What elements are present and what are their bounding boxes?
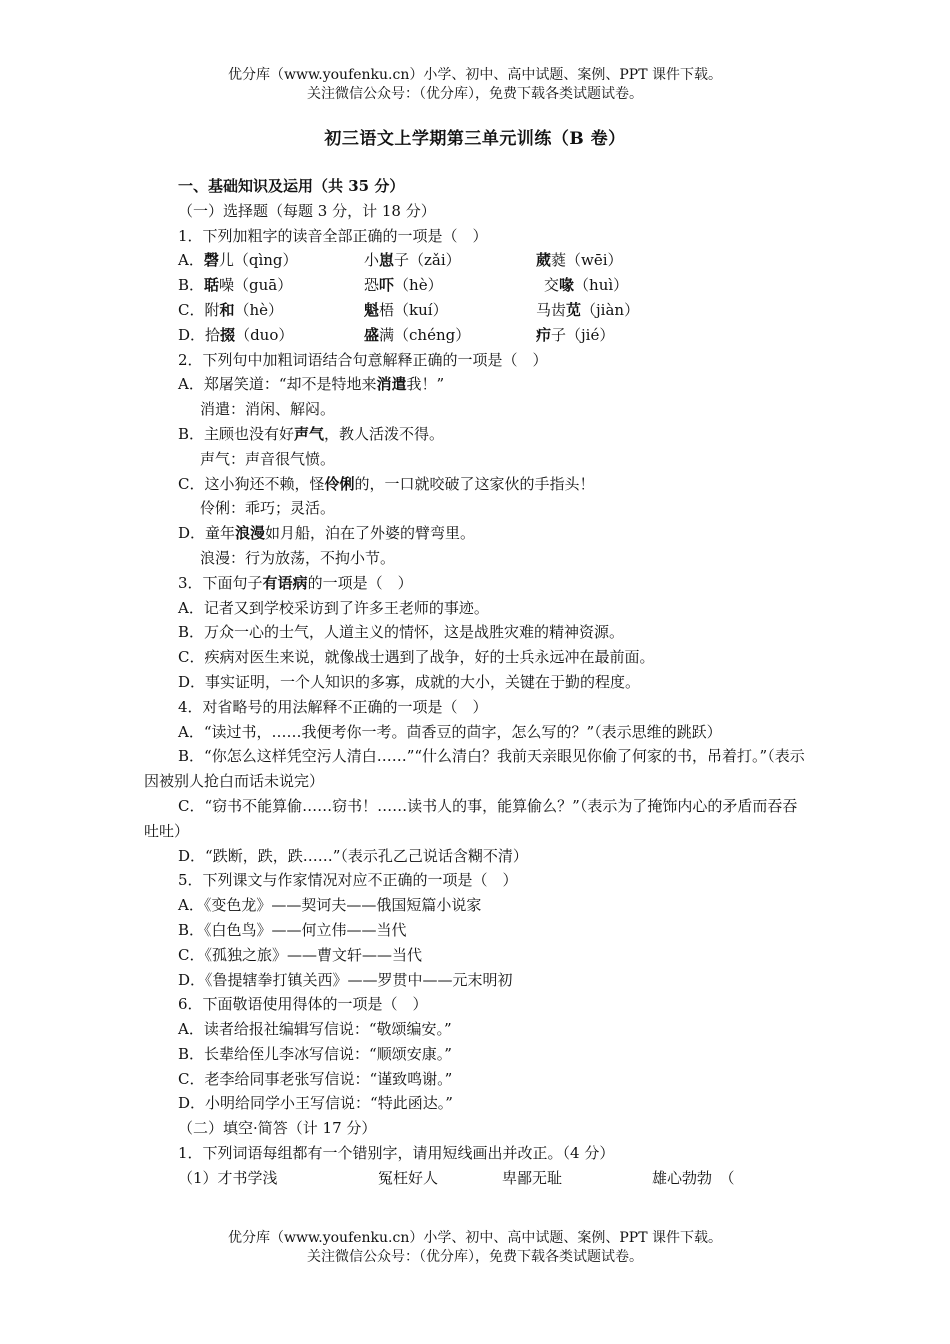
q6-option-a: A．读者给报社编辑写信说：“敬颂编安。”: [178, 1020, 452, 1039]
q2-option-b-explanation: 声气：声音很气愤。: [200, 449, 336, 468]
q3-option-a: A．记者又到学校采访到了许多王老师的事迹。: [178, 598, 489, 617]
q3-option-c: C．疾病对医生来说，就像战士遇到了战争，好的士兵永远冲在最前面。: [178, 648, 655, 667]
subsection-choice: （一）选择题（每题 3 分，计 18 分）: [178, 201, 436, 220]
q4-stem: 4．对省略号的用法解释不正确的一项是（ ）: [178, 697, 488, 716]
q2-option-a: A．郑屠笑道：“却不是特地来消遣我！”: [178, 375, 445, 394]
q2-option-c-explanation: 伶俐：乖巧；灵活。: [200, 499, 336, 518]
q6-option-d: D．小明给同学小王写信说：“特此函达。”: [178, 1094, 453, 1113]
q6-stem: 6．下面敬语使用得体的一项是（ ）: [178, 995, 428, 1014]
header-line-1: 优分库（www.youfenku.cn）小学、初中、高中试题、案例、PPT 课件下载。: [227, 67, 722, 83]
q1-option-d: D．拾掇（duo） 盛满（chéng） 疖子（jié）: [178, 325, 615, 344]
fill-q1-stem: 1．下列词语每组都有一个错别字，请用短线画出并改正。（4 分）: [178, 1144, 615, 1163]
q2-option-c: C．这小狗还不赖，怪伶俐的，一口就咬破了这家伙的手指头！: [178, 474, 595, 493]
q5-option-d: D．《鲁提辖拳打镇关西》——罗贯中——元末明初: [178, 970, 513, 989]
q5-option-a: A．《变色龙》——契诃夫——俄国短篇小说家: [178, 896, 482, 915]
footer-line-2: 关注微信公众号：（优分库），免费下载各类试题试卷。: [307, 1249, 643, 1265]
q1-stem: 1．下列加粗字的读音全部正确的一项是（ ）: [178, 226, 488, 245]
q2-option-b: B．主顾也没有好声气，教人活泼不得。: [178, 424, 445, 443]
page-header: [0, 66, 950, 104]
q2-option-d: D．童年浪漫如月船，泊在了外婆的臂弯里。: [178, 524, 476, 543]
section-heading: 一、基础知识及运用（共 35 分）: [178, 177, 405, 195]
q4-option-a: A．“读过书，……我便考你一考。茴香豆的茴字，怎么写的？”（表示思维的跳跃）: [178, 722, 722, 741]
subsection-fill: （二）填空·简答（计 17 分）: [178, 1119, 377, 1138]
q6-option-c: C．老李给同事老张写信说：“谨致鸣谢。”: [178, 1069, 453, 1088]
q2-option-a-explanation: 消遣：消闲、解闷。: [200, 400, 336, 419]
q6-option-b: B．长辈给侄儿李冰写信说：“顺颂安康。”: [178, 1044, 452, 1063]
fill-item-4: 雄心勃勃 （: [652, 1168, 735, 1187]
q5-stem: 5．下列课文与作家情况对应不正确的一项是（ ）: [178, 871, 518, 890]
document-title: 初三语文上学期第三单元训练（B 卷）: [324, 129, 626, 149]
header-line-2: 关注微信公众号：（优分库），免费下载各类试题试卷。: [307, 86, 643, 102]
q5-option-c: C．《孤独之旅》——曹文轩——当代: [178, 945, 422, 964]
fill-item-1: （1）才书学浅: [178, 1168, 278, 1187]
fill-item-2: 冤枉好人: [378, 1168, 439, 1187]
q4-option-b: B．“你怎么这样凭空污人清白……”“什么清白？我前天亲眼见你偷了何家的书，吊着打。”（表示因被别人抢白而话未说完）: [144, 747, 805, 791]
footer-line-1: 优分库（www.youfenku.cn）小学、初中、高中试题、案例、PPT 课件下载。: [227, 1230, 722, 1246]
q1-option-a: A．磬儿（qìng） 小崽子（zǎi） 葳蕤（wēi）: [178, 251, 623, 270]
q2-stem: 2．下列句中加粗词语结合句意解释正确的一项是（ ）: [178, 350, 548, 369]
q5-option-b: B．《白色鸟》——何立伟——当代: [178, 920, 407, 939]
q3-option-b: B．万众一心的士气，人道主义的情怀，这是战胜灾难的精神资源。: [178, 623, 625, 642]
q1-option-c: C．附和（hè） 魁梧（kuí） 马齿苋（jiàn）: [178, 300, 640, 319]
q1-option-b: B．聒噪（guā） 恐吓（hè） 交喙（huì）: [178, 276, 629, 295]
fill-item-3: 卑鄙无耻: [502, 1168, 563, 1187]
q3-stem: 3．下面句子有语病的一项是（ ）: [178, 573, 413, 592]
q4-option-c: C．“窃书不能算偷……窃书！……读书人的事，能算偷么？”（表示为了掩饰内心的矛盾而吞吞吐吐）: [144, 796, 798, 840]
fill-q1-items: [144, 1166, 808, 1191]
page-footer: [0, 1229, 950, 1267]
q3-option-d: D．事实证明，一个人知识的多寡，成就的大小，关键在于勤的程度。: [178, 672, 641, 691]
q4-option-d: D．“跌断，跌，跌……”（表示孔乙己说话含糊不清）: [178, 846, 528, 865]
q2-option-d-explanation: 浪漫：行为放荡，不拘小节。: [200, 548, 396, 567]
exam-content: [144, 174, 808, 1191]
